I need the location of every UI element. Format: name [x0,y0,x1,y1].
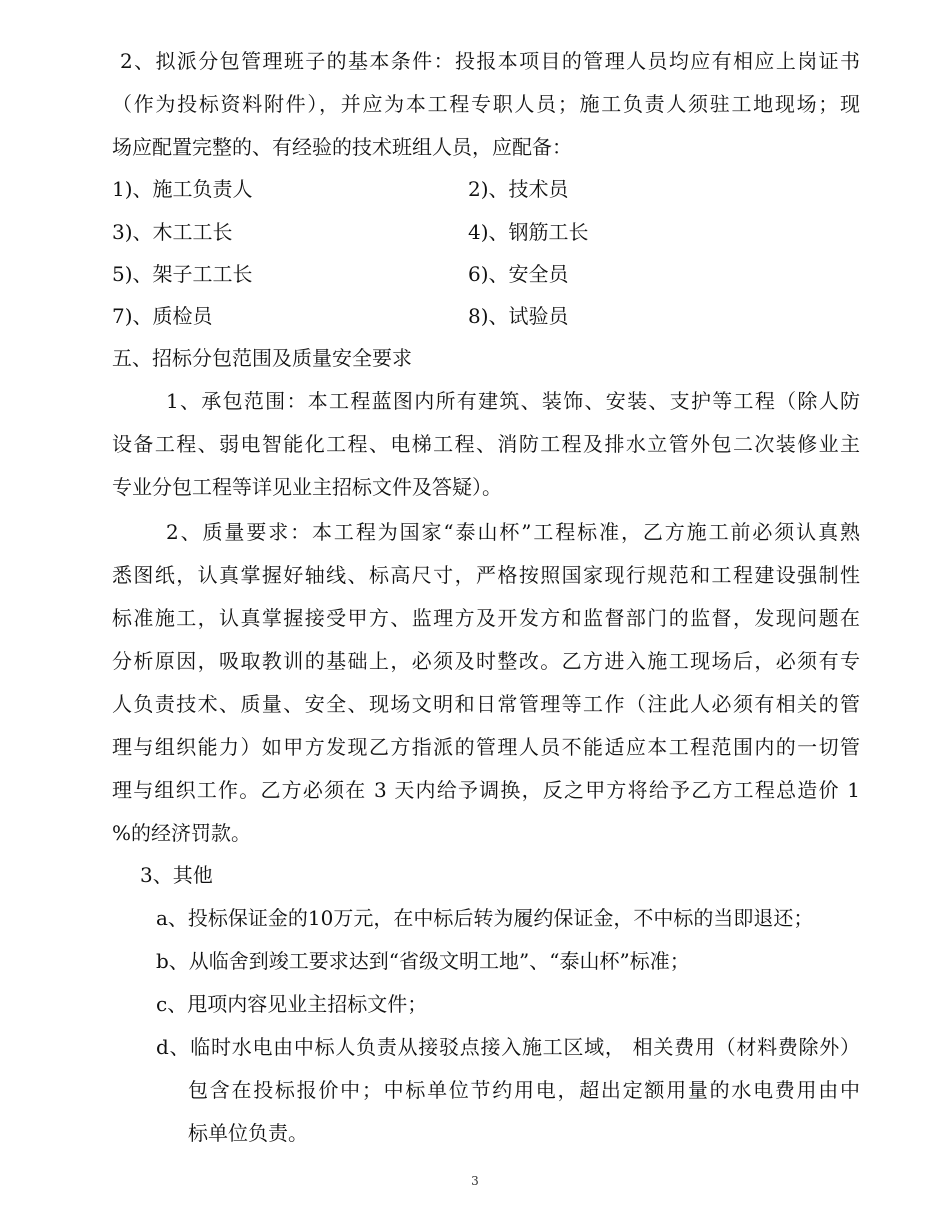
p2-line-2: （作为投标资料附件），并应为本工程专职人员；施工负责人须驻工地现场；现 [112,92,860,116]
staff-item-8: 8)、试验员 [468,304,569,328]
quality-line-3: 标准施工，认真掌握接受甲方、监理方及开发方和监督部门的监督，发现问题在 [112,606,860,630]
quality-line-4: 分析原因，吸取教训的基础上，必须及时整改。乙方进入施工现场后，必须有专 [112,649,860,673]
other-item-c: c、甩项内容见业主招标文件； [156,992,428,1016]
other-item-a: a、投标保证金的10万元，在中标后转为履约保证金，不中标的当即退还； [156,906,814,930]
other-heading: 3、其他 [140,863,213,887]
quality-line-8: %的经济罚款。 [112,821,252,845]
other-item-d-line-3: 标单位负责。 [188,1121,308,1145]
section-heading: 五、招标分包范围及质量安全要求 [112,346,412,370]
quality-line-6: 理与组织能力）如甲方发现乙方指派的管理人员不能适应本工程范围内的一切管 [112,735,860,759]
other-item-b: b、从临舍到竣工要求达到“省级文明工地”、“泰山杯”标准； [156,949,690,973]
other-item-d-line-1: d、临时水电由中标人负责从接驳点接入施工区域， 相关费用（材料费除外） [156,1035,860,1059]
p2-line-3: 场应配置完整的、有经验的技术班组人员，应配备： [112,135,572,159]
scope-line-2: 设备工程、弱电智能化工程、电梯工程、消防工程及排水立管外包二次装修业主 [112,432,860,456]
staff-item-5: 5)、架子工工长 [112,262,253,286]
staff-item-3: 3)、木工工长 [112,220,233,244]
staff-item-4: 4)、钢筋工长 [468,220,589,244]
quality-line-1: 2、质量要求：本工程为国家“泰山杯”工程标准，乙方施工前必须认真熟 [166,520,860,544]
scope-line-3: 专业分包工程等详见业主招标文件及答疑）。 [112,475,502,499]
quality-line-7: 理与组织工作。乙方必须在 3 天内给予调换，反之甲方将给予乙方工程总造价 1 [112,778,860,802]
staff-item-7: 7)、质检员 [112,304,213,328]
staff-item-2: 2)、技术员 [468,177,569,201]
quality-line-5: 人负责技术、质量、安全、现场文明和日常管理等工作（注此人必须有相关的管 [112,692,860,716]
scope-line-1: 1、承包范围：本工程蓝图内所有建筑、装饰、安装、支护等工程（除人防 [166,389,860,413]
staff-item-1: 1)、施工负责人 [112,177,253,201]
quality-line-2: 悉图纸，认真掌握好轴线、标高尺寸，严格按照国家现行规范和工程建设强制性 [112,563,860,587]
staff-item-6: 6)、安全员 [468,262,569,286]
p2-line-1: 2、拟派分包管理班子的基本条件：投报本项目的管理人员均应有相应上岗证书 [120,49,860,73]
page-number: 3 [471,1174,479,1188]
other-item-d-line-2: 包含在投标报价中；中标单位节约用电，超出定额用量的水电费用由中 [188,1078,860,1102]
